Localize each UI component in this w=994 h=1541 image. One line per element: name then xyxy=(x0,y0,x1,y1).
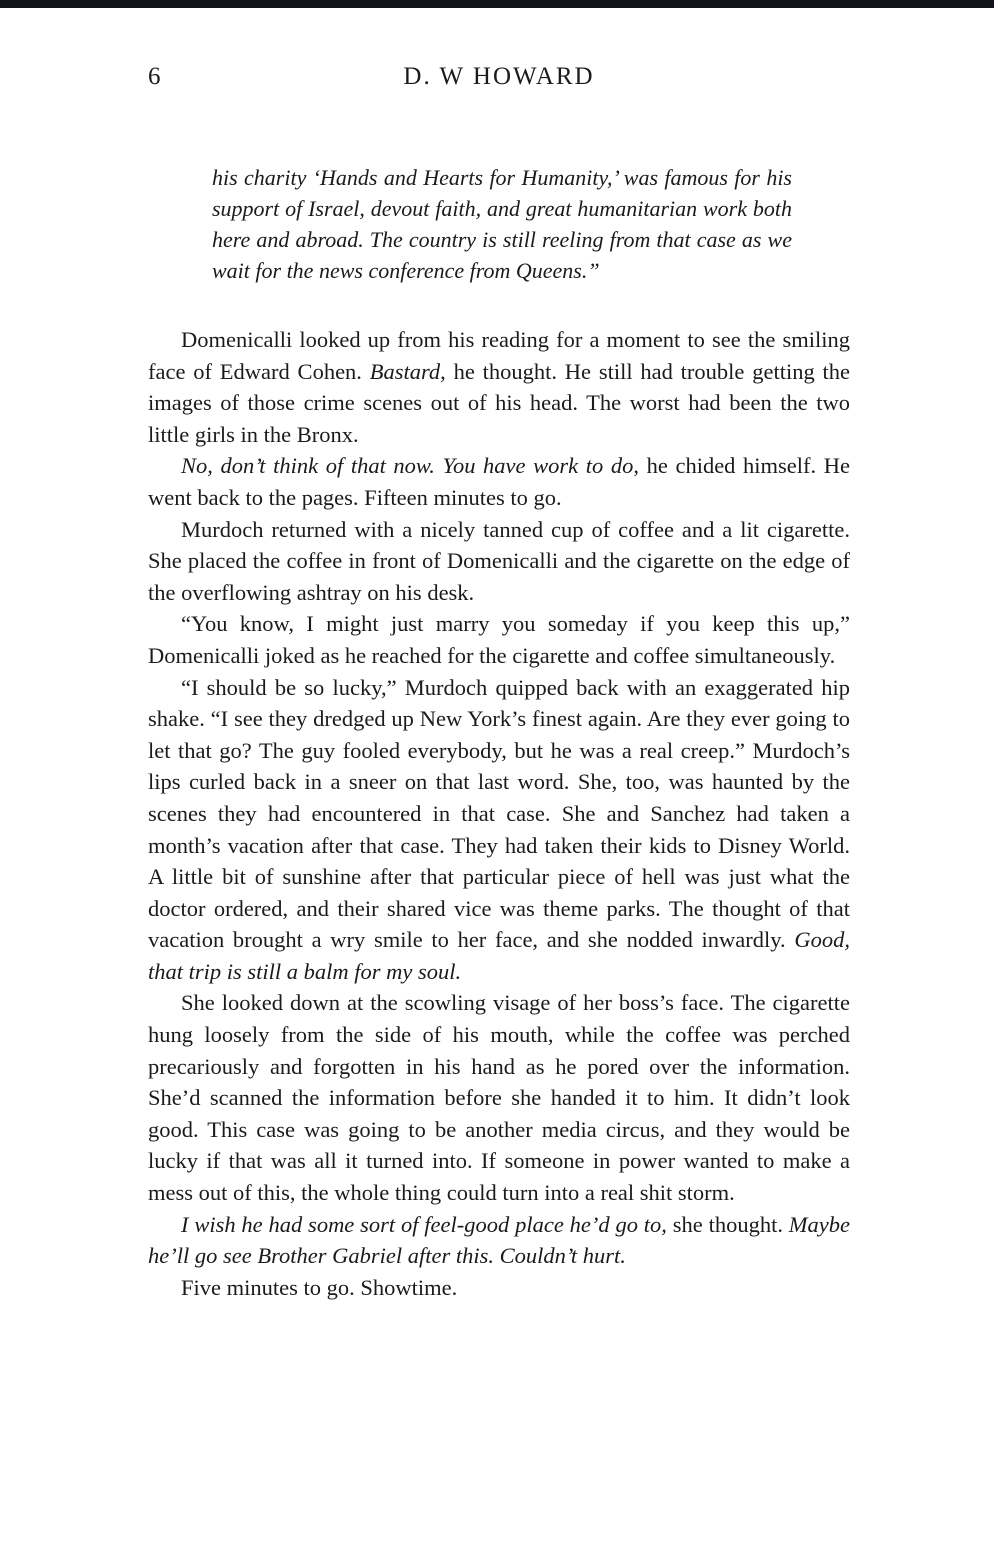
text-run: Murdoch returned with a nicely tanned cup of coffee and a lit cigarette. She placed the coffee in front of Domenicalli and the cigarette on the edge of the overflowing ashtray on his desk. xyxy=(148,516,850,605)
paragraph xyxy=(148,514,850,609)
page-number: 6 xyxy=(148,63,161,90)
paragraph xyxy=(148,672,850,988)
paragraph xyxy=(148,450,850,513)
text-run: , he thought. He still had trouble getting the images of those crime scenes out of his head. The worst had been the two little girls in the Bronx. xyxy=(148,358,850,447)
page-content xyxy=(148,8,850,1303)
text-run: Five minutes to go. Showtime. xyxy=(181,1274,458,1300)
italic-text-run: Good, that trip is still a balm for my soul. xyxy=(148,927,850,984)
italic-text-run: No, don’t think of that now. You have work to do xyxy=(181,453,634,479)
epigraph-quote xyxy=(212,162,792,286)
italic-text-run: Maybe he’ll go see Brother Gabriel after this. Couldn’t hurt. xyxy=(148,1211,850,1269)
text-run: “I should be so lucky,” Murdoch quipped back with an exaggerated hip shake. “I see they dredged up New York’s finest again. Are they ever going to let that go? The guy fooled everybody, but he was a real creep.” Murdoch’s lips curled back in a sneer on that last word. She, too, was haunted by the scenes they had encountered in that case. She and Sanchez had taken a month’s vacation after that case. They had taken their kids to Disney World. A little bit of sunshine after that particular piece of hell was just what the doctor ordered, and their shared vice was theme parks. The thought of that vacation brought a wry smile to her face, and she nodded inwardly. xyxy=(148,674,850,953)
text-run: she thought. xyxy=(666,1211,789,1237)
italic-text-run: I wish he had some sort of feel-good place he’d go to, xyxy=(181,1211,667,1237)
text-run: , he chided himself. He went back to the pages. Fifteen minutes to go. xyxy=(148,453,851,510)
text-run: Domenicalli looked up from his reading for a moment to see the smiling face of Edward Cohen. xyxy=(148,327,850,384)
page-header xyxy=(148,62,850,92)
italic-text-run: Bastard xyxy=(369,358,441,384)
paragraph xyxy=(148,987,850,1208)
paragraph xyxy=(148,1272,850,1304)
italic-text-run: his charity ‘Hands and Hearts for Humanity,’ was famous for his support of Israel, devout faith, and great humanitarian work both here and abroad. The country is still reeling from that case as we wait for the news conference from Queens.” xyxy=(212,165,792,283)
paragraph xyxy=(148,1209,850,1272)
paragraph xyxy=(148,608,850,671)
text-run: “You know, I might just marry you someday if you keep this up,” Domenicalli joked as he reached for the cigarette and coffee simultaneously. xyxy=(148,611,850,668)
paragraph xyxy=(148,324,850,450)
running-header: D. W HOWARD xyxy=(403,63,595,90)
top-letterbox-bar xyxy=(0,0,994,8)
body-paragraphs xyxy=(148,324,850,1303)
text-run: She looked down at the scowling visage of her boss’s face. The cigarette hung loosely from the side of his mouth, while the coffee was perched precariously and forgotten in his hand as he pored over the information. She’d scanned the information before she handed it to him. It didn’t look good. This case was going to be another media circus, and they would be lucky if that was all it turned into. If someone in power wanted to make a mess out of this, the whole thing could turn into a real shit storm. xyxy=(148,990,850,1206)
